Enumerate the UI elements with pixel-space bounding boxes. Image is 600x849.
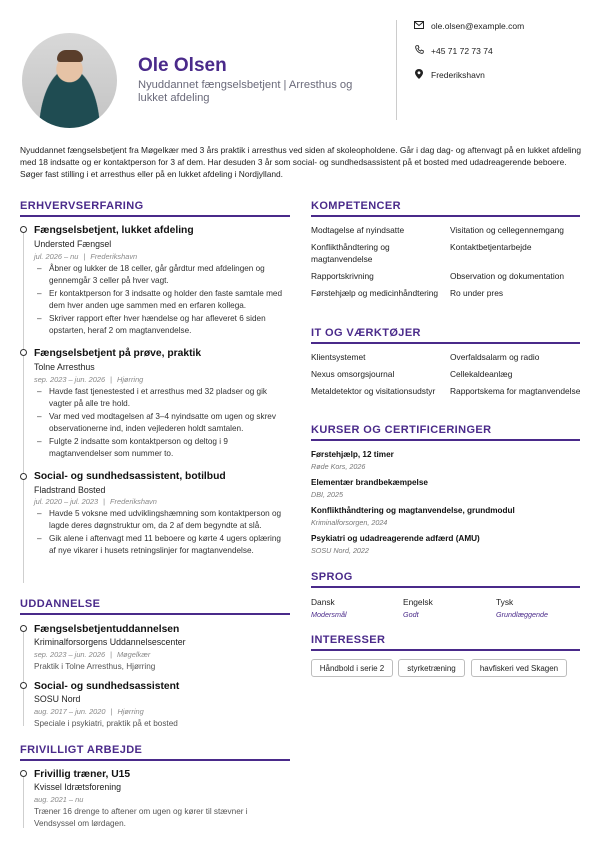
header-divider [396, 20, 397, 120]
job-period: sep. 2023 – jun. 2026 [34, 375, 106, 384]
timeline-dot [20, 770, 27, 777]
location-pin-icon [413, 69, 425, 81]
timeline-dot [20, 682, 27, 689]
skill-item: Modtagelse af nyindsatte [311, 225, 405, 235]
volunteer-organization: Kvissel Idrætsforening [34, 782, 122, 792]
education-meta: aug. 2017 – jun. 2020 | Hjørring [34, 707, 144, 716]
tools-rule [311, 342, 580, 344]
course-title: Elementær brandbekæmpelse [311, 478, 428, 487]
job-meta: sep. 2023 – jun. 2026 | Hjørring [34, 375, 144, 384]
course-title: Psykiatri og udadreagerende adfærd (AMU) [311, 534, 480, 543]
skills-heading: KOMPETENCER [311, 200, 401, 212]
job-organization: Fladstrand Bosted [34, 485, 106, 495]
timeline-dot [20, 226, 27, 233]
location-text: Frederikshavn [431, 70, 485, 80]
experience-heading: ERHVERVSERFARING [20, 200, 144, 212]
language-level: Godt [403, 610, 419, 619]
volunteer-heading: FRIVILLIGT ARBEJDE [20, 744, 143, 756]
course-provider: SOSU Nord, 2022 [311, 546, 369, 555]
tool-item: Metaldetektor og visitationsudstyr [311, 386, 436, 396]
job-place: Frederikshavn [110, 497, 157, 506]
interest-tag: havfiskeri ved Skagen [471, 659, 567, 677]
education-meta: sep. 2023 – jun. 2026 | Møgelkær [34, 650, 151, 659]
tool-item: Cellekaldeanlæg [450, 369, 513, 379]
mail-icon [413, 21, 425, 31]
skill-item: Ro under pres [450, 288, 504, 298]
language-level: Grundlæggende [496, 610, 548, 619]
skill-item: Konflikthåndtering og magtanvendelse [311, 242, 390, 264]
job-organization: Tolne Arresthus [34, 362, 95, 372]
job-title: Fængselsbetjent, lukket afdeling [34, 225, 194, 236]
list-item: – Gik alene i aftenvagt med 11 beboere og kørte 4 ugers oplæring af nye vikarer i husets retningslinjer for magtanvendelse. [34, 533, 289, 556]
tool-item: Klientsystemet [311, 352, 366, 362]
list-item: – Fulgte 2 indsatte som kontaktperson og deltog i 9 magtanvendelser som nummer to. [34, 436, 289, 459]
languages-rule [311, 586, 580, 588]
list-item: – Var med ved modtagelsen af 3–4 nyindsatte om ugen og skrev observationerne ind, inden vejlederen holdt samtalen. [34, 411, 289, 434]
job-period: jul. 2020 – jul. 2023 [34, 497, 99, 506]
list-item: – Havde fast tjenestested i et arresthus med 32 pladser og gik vagter på alle tre hold. [34, 386, 289, 409]
person-name: Ole Olsen [138, 55, 227, 76]
volunteer-rule [20, 759, 290, 761]
experience-rule [20, 215, 290, 217]
person-subtitle: Nyuddannet fængselsbetjent | Arresthus og lukket afdeling [138, 79, 353, 104]
languages-heading: SPROG [311, 571, 353, 583]
timeline-line [23, 478, 24, 583]
courses-heading: KURSER OG CERTIFICERINGER [311, 424, 492, 436]
interest-tag: Håndbold i serie 2 [311, 659, 393, 677]
education-heading: UDDANNELSE [20, 598, 101, 610]
course-provider: Kriminalforsorgen, 2024 [311, 518, 388, 527]
timeline-line [23, 776, 24, 828]
job-bullets [34, 508, 289, 558]
skills-list [311, 225, 581, 315]
list-item: – Er kontaktperson for 3 indsatte og holder den faste samtale med dem hver anden uge sammen med en erfaren kollega. [34, 288, 289, 311]
language-name: Tysk [496, 597, 514, 607]
timeline-line [23, 354, 24, 476]
education-period: aug. 2017 – jun. 2020 [34, 707, 106, 716]
job-meta: jul. 2020 – jul. 2023 | Frederikshavn [34, 497, 157, 506]
timeline-dot [20, 473, 27, 480]
skill-item: Rapportskrivning [311, 271, 374, 281]
skill-item: Observation og dokumentation [450, 271, 565, 281]
education-school: Kriminalforsorgens Uddannelsescenter [34, 637, 186, 647]
volunteer-note: Træner 16 drenge to aftener om ugen og kører til stævner i Vendsyssel om lørdagen. [34, 807, 248, 828]
phone-text[interactable]: +45 71 72 73 74 [431, 45, 493, 56]
list-item: – Havde 5 voksne med udviklingshæmning som kontaktperson og lagde deres døgnstruktur om, da 2 af dem begyndte at slå. [34, 508, 289, 531]
job-period: jul. 2026 – nu [34, 252, 79, 261]
language-name: Dansk [311, 597, 335, 607]
job-meta: jul. 2026 – nu | Frederikshavn [34, 252, 138, 261]
education-note: Speciale i psykiatri, praktik på et bosted [34, 719, 178, 728]
list-item: – Åbner og lukker de 18 celler, går gårdtur med afdelingen og gennemgår 3 celler på hver vagt. [34, 263, 289, 286]
courses-rule [311, 439, 580, 441]
tool-item: Nexus omsorgsjournal [311, 369, 395, 379]
education-school: SOSU Nord [34, 694, 81, 704]
tool-item: Overfaldsalarm og radio [450, 352, 540, 362]
education-rule [20, 613, 290, 615]
timeline-line [23, 232, 24, 352]
job-bullets [34, 386, 289, 461]
course-title: Førstehjælp, 12 timer [311, 450, 394, 459]
contact-email[interactable] [413, 21, 524, 31]
email-text[interactable]: ole.olsen@example.com [431, 21, 525, 31]
course-title: Konflikthåndtering og magtanvendelse, grundmodul [311, 506, 515, 515]
language-name: Engelsk [403, 597, 433, 607]
job-bullets [34, 263, 289, 338]
skill-item: Visitation og cellegennemgang [450, 225, 564, 235]
job-place: Hjørring [117, 375, 144, 384]
skill-item: Førstehjælp og medicinhåndtering [311, 288, 439, 298]
tool-item: Rapportskema for magtanvendelse [450, 386, 581, 396]
tools-heading: IT OG VÆRKTØJER [311, 327, 421, 339]
contact-location [413, 69, 485, 81]
list-item: – Skriver rapport efter hver hændelse og har afleveret 6 siden opstarten, heraf 2 om magtanvendelse. [34, 313, 289, 336]
volunteer-period: aug. 2021 – nu [34, 795, 84, 804]
profile-summary: Nyuddannet fængselsbetjent fra Møgelkær med 3 års praktik i arresthus ved siden af skoleopholdene. Går i dag dag- og aftenvagt på en lukket afdeling med 18 indsatte og er kontaktperson for 3 af dem. Har desuden 3 år som social- og sundhedsassistent på et bosted med udadreagerende beboere. Søger fast stilling i et arresthus eller på en lukket afdeling i Nordjylland. [20, 145, 581, 179]
education-period: sep. 2023 – jun. 2026 [34, 650, 106, 659]
education-place: Møgelkær [117, 650, 151, 659]
job-title: Social- og sundhedsassistent, botilbud [34, 471, 226, 482]
language-level: Modersmål [311, 610, 347, 619]
contact-phone[interactable] [413, 45, 493, 56]
education-note: Praktik i Tolne Arresthus, Hjørring [34, 662, 156, 671]
interests-rule [311, 649, 580, 651]
resume-header [0, 0, 600, 130]
job-title: Fængselsbetjent på prøve, praktik [34, 348, 202, 359]
profile-photo [22, 33, 117, 128]
interest-tag: styrketræning [398, 659, 465, 677]
education-title: Social- og sundhedsassistent [34, 681, 180, 692]
interests-heading: INTERESSER [311, 634, 386, 646]
job-organization: Understed Fængsel [34, 239, 112, 249]
job-place: Frederikshavn [90, 252, 138, 261]
education-place: Hjørring [117, 707, 144, 716]
phone-icon [413, 45, 425, 56]
timeline-line [23, 688, 24, 726]
timeline-dot [20, 349, 27, 356]
skill-item: Kontaktbetjentarbejde [450, 242, 532, 252]
course-provider: DBI, 2025 [311, 490, 343, 499]
timeline-dot [20, 625, 27, 632]
education-title: Fængselsbetjentuddannelsen [34, 624, 180, 635]
volunteer-title: Frivillig træner, U15 [34, 769, 131, 780]
tools-list [311, 352, 581, 412]
timeline-line [23, 630, 24, 682]
course-provider: Røde Kors, 2026 [311, 462, 366, 471]
skills-rule [311, 215, 580, 217]
